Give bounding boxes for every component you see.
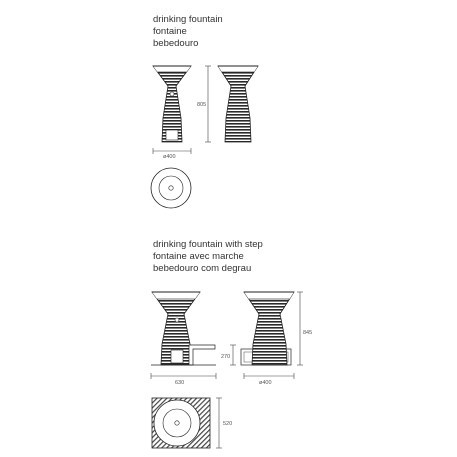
section1-title-line-pt: bebedouro — [153, 38, 199, 49]
dim-label-width: 630 — [175, 380, 185, 386]
section2-title-line-pt: bebedouro com degrau — [153, 263, 252, 274]
dimension-depth-520 — [216, 398, 232, 448]
dim-label-total-height: 845 — [303, 330, 313, 336]
step-platform — [189, 345, 215, 365]
section2-title-line-en: drinking fountain with step — [153, 239, 263, 250]
drain-icon — [175, 421, 179, 425]
push-button-icon — [170, 92, 174, 96]
dimension-diameter-400 — [153, 148, 191, 160]
dimension-step-height-270 — [221, 345, 236, 365]
dim-label-step-height: 270 — [221, 354, 231, 360]
fountain-access-panel — [166, 130, 178, 140]
push-button-icon — [175, 318, 179, 322]
section1-title-line-fr: fontaine — [153, 26, 187, 37]
dimension-height-805 — [197, 66, 211, 142]
section2-title-line-fr: fontaine avec marche — [153, 251, 244, 262]
fountain-step-front-view — [151, 292, 216, 365]
dim-label-depth: 520 — [223, 421, 233, 427]
fountain-front-view — [153, 66, 191, 142]
fountain-step-side-view — [241, 292, 294, 365]
dimension-total-height-845 — [297, 292, 312, 365]
section1-title-line-en: drinking fountain — [153, 14, 223, 25]
fountain-plan-view — [151, 168, 191, 208]
dim-label-height: 805 — [197, 102, 207, 108]
dim-label-diameter-step: ø400 — [259, 380, 272, 386]
fountain-side-view — [218, 66, 258, 142]
fountain-access-panel — [171, 350, 183, 363]
dim-label-diameter: ø400 — [163, 154, 176, 160]
fountain-step-plan-view — [152, 398, 210, 448]
dimension-width-630 — [151, 373, 216, 386]
drain-icon — [169, 186, 173, 190]
dimension-diameter-400-step — [244, 373, 294, 386]
